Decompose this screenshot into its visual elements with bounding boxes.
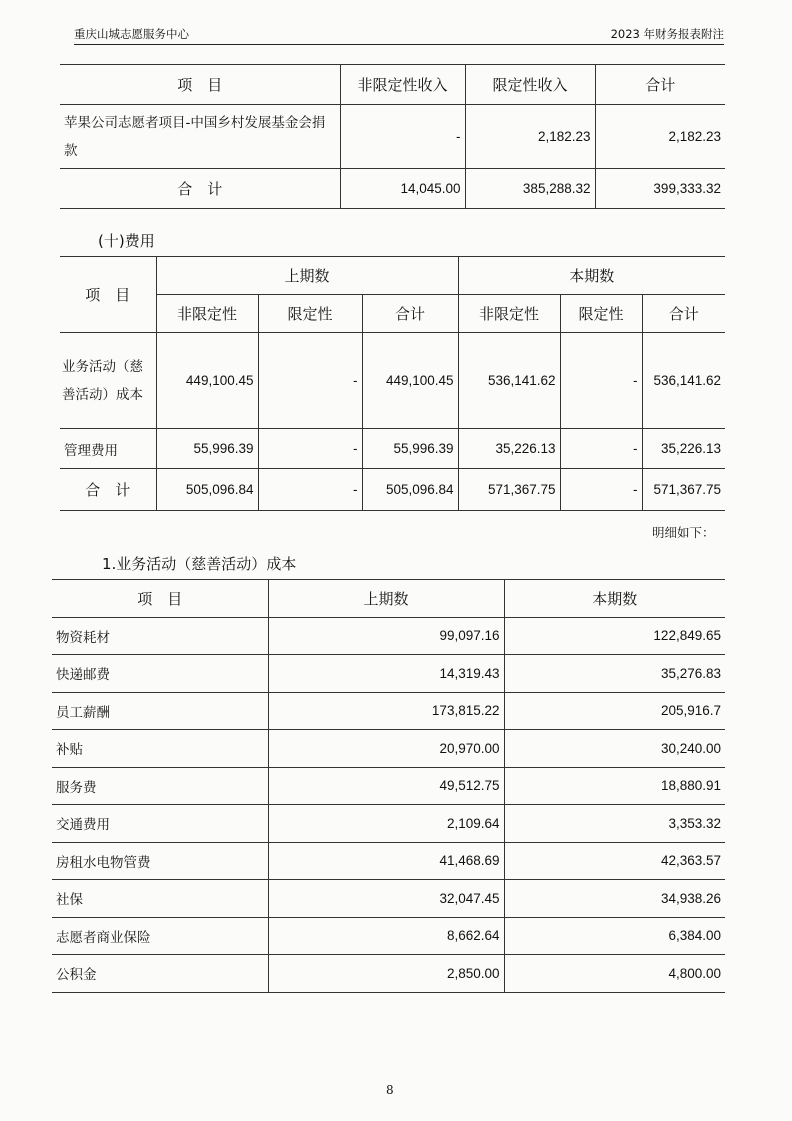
- header-unrestricted: 非限定性收入: [340, 65, 465, 105]
- cell-value: 385,288.32: [465, 169, 595, 209]
- cell-value: 571,367.75: [458, 469, 560, 511]
- cell-value: 536,141.62: [642, 333, 725, 429]
- section-title-expenses: (十)费用: [98, 232, 155, 250]
- row-item: 公积金: [52, 955, 268, 993]
- header-item: 项 目: [60, 65, 340, 105]
- page-header: [74, 24, 724, 45]
- table-row: [60, 105, 725, 169]
- organization-name: 重庆山城志愿服务中心: [74, 27, 189, 41]
- section-title-cost: 1.业务活动（慈善活动）成本: [102, 555, 297, 573]
- income-table: [60, 64, 725, 209]
- cell-prev: 20,970.00: [268, 730, 504, 768]
- cell-value: -: [258, 429, 362, 469]
- header-total: 合计: [595, 65, 725, 105]
- cell-value: 449,100.45: [156, 333, 258, 429]
- cell-prev: 14,319.43: [268, 655, 504, 693]
- cell-curr: 30,240.00: [504, 730, 725, 768]
- row-item: 服务费: [52, 767, 268, 805]
- table-row: [60, 429, 725, 469]
- header-prev: 上期数: [156, 257, 458, 295]
- row-item: 合 计: [60, 169, 340, 209]
- table-row: [52, 767, 725, 805]
- row-item: 物资耗材: [52, 617, 268, 655]
- row-item: 志愿者商业保险: [52, 917, 268, 955]
- header-curr: 本期数: [458, 257, 725, 295]
- header-restricted: 限定性收入: [465, 65, 595, 105]
- cell-value: 399,333.32: [595, 169, 725, 209]
- cell-value: 505,096.84: [362, 469, 458, 511]
- header-item: 项 目: [60, 257, 156, 333]
- table-header-row: [52, 580, 725, 618]
- table-subheader-row: [60, 295, 725, 333]
- header-prev: 上期数: [268, 580, 504, 618]
- details-note: 明细如下：: [652, 525, 715, 540]
- cell-prev: 2,109.64: [268, 805, 504, 843]
- table-row: [52, 692, 725, 730]
- cell-prev: 2,850.00: [268, 955, 504, 993]
- cell-prev: 32,047.45: [268, 880, 504, 918]
- table-row: [60, 169, 725, 209]
- cell-value: 14,045.00: [340, 169, 465, 209]
- expense-table: [60, 256, 725, 511]
- row-item: 业务活动（慈善活动）成本: [60, 333, 156, 429]
- cell-curr: 4,800.00: [504, 955, 725, 993]
- cell-value: 2,182.23: [595, 105, 725, 169]
- cell-curr: 205,916.7: [504, 692, 725, 730]
- cell-curr: 34,938.26: [504, 880, 725, 918]
- cell-curr: 6,384.00: [504, 917, 725, 955]
- table-header-row: [60, 65, 725, 105]
- row-item: 社保: [52, 880, 268, 918]
- row-item: 合 计: [60, 469, 156, 511]
- header-curr: 本期数: [504, 580, 725, 618]
- table-header-row: [60, 257, 725, 295]
- table-row: [52, 655, 725, 693]
- table-row: [52, 617, 725, 655]
- cell-value: 536,141.62: [458, 333, 560, 429]
- cell-value: 35,226.13: [642, 429, 725, 469]
- table-row: [52, 730, 725, 768]
- row-item: 员工薪酬: [52, 692, 268, 730]
- table-row: [52, 917, 725, 955]
- cell-value: -: [560, 469, 642, 511]
- subheader: 限定性: [560, 295, 642, 333]
- page-number: 8: [386, 1083, 394, 1097]
- row-item: 补贴: [52, 730, 268, 768]
- row-item: 管理费用: [60, 429, 156, 469]
- cell-value: -: [560, 333, 642, 429]
- row-item: 交通费用: [52, 805, 268, 843]
- cell-value: -: [258, 333, 362, 429]
- table-row: [60, 333, 725, 429]
- subheader: 非限定性: [156, 295, 258, 333]
- subheader: 限定性: [258, 295, 362, 333]
- cell-curr: 42,363.57: [504, 842, 725, 880]
- cell-prev: 41,468.69: [268, 842, 504, 880]
- cell-value: -: [560, 429, 642, 469]
- subheader: 非限定性: [458, 295, 560, 333]
- row-item: 快递邮费: [52, 655, 268, 693]
- cell-prev: 99,097.16: [268, 617, 504, 655]
- header-item: 项 目: [52, 580, 268, 618]
- cell-value: 505,096.84: [156, 469, 258, 511]
- subheader: 合计: [642, 295, 725, 333]
- cell-value: -: [258, 469, 362, 511]
- cell-value: 571,367.75: [642, 469, 725, 511]
- cell-value: 55,996.39: [362, 429, 458, 469]
- table-row: [52, 805, 725, 843]
- cell-value: 2,182.23: [465, 105, 595, 169]
- table-row: [52, 880, 725, 918]
- document-title: 2023 年财务报表附注: [610, 27, 724, 41]
- cell-value: 55,996.39: [156, 429, 258, 469]
- subheader: 合计: [362, 295, 458, 333]
- cell-value: -: [340, 105, 465, 169]
- table-row: [52, 842, 725, 880]
- row-item: 苹果公司志愿者项目-中国乡村发展基金会捐款: [60, 105, 340, 169]
- table-row: [60, 469, 725, 511]
- cost-detail-table: [52, 579, 725, 993]
- cell-prev: 49,512.75: [268, 767, 504, 805]
- cell-curr: 3,353.32: [504, 805, 725, 843]
- table-row: [52, 955, 725, 993]
- cell-curr: 18,880.91: [504, 767, 725, 805]
- cell-value: 35,226.13: [458, 429, 560, 469]
- cell-curr: 35,276.83: [504, 655, 725, 693]
- cell-curr: 122,849.65: [504, 617, 725, 655]
- cell-value: 449,100.45: [362, 333, 458, 429]
- row-item: 房租水电物管费: [52, 842, 268, 880]
- cell-prev: 173,815.22: [268, 692, 504, 730]
- cell-prev: 8,662.64: [268, 917, 504, 955]
